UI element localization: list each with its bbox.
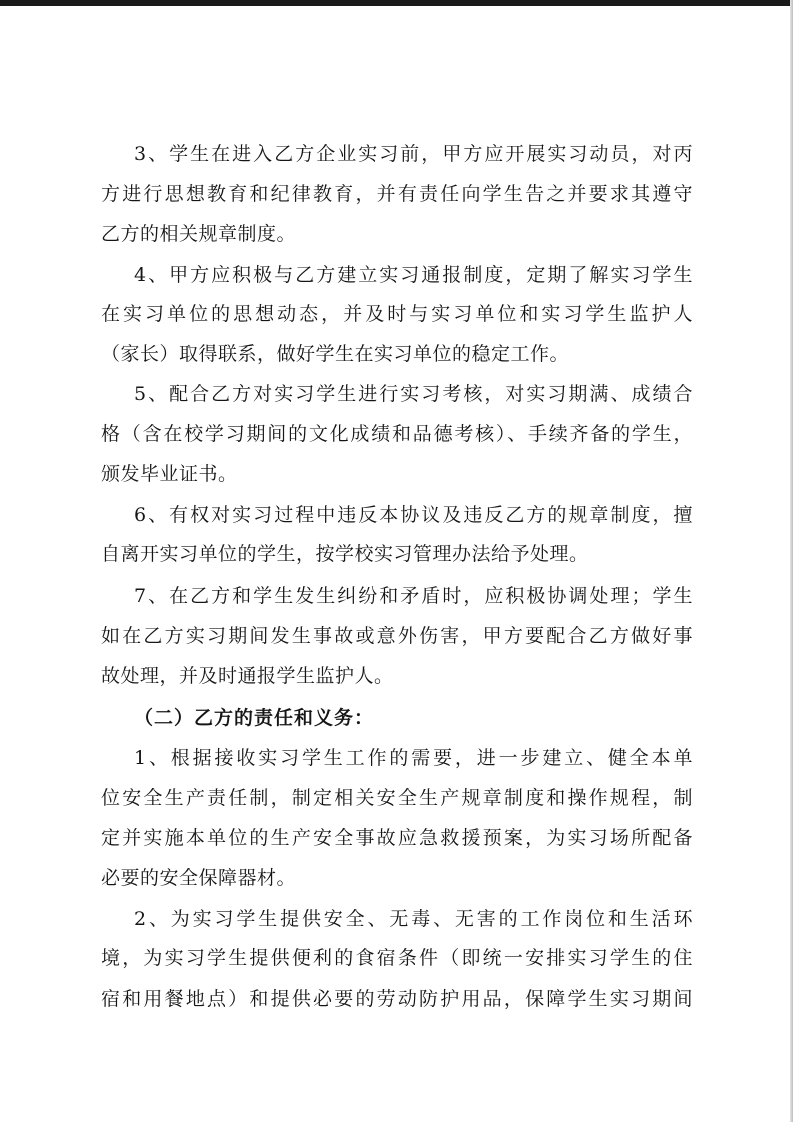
item-1-line-2: 位安全生产责任制，制定相关安全生产规章制度和操作规程，制 <box>101 787 693 809</box>
paragraph-5-line-2: 格（含在校学习期间的文化成绩和品德考核）、手续齐备的学生， <box>101 423 693 445</box>
paragraph-7-line-3: 故处理，并及时通报学生监护人。 <box>101 665 394 687</box>
item-2-line-2: 境，为实习学生提供便利的食宿条件（即统一安排实习学生的住 <box>101 947 693 969</box>
paragraph-3-line-3: 乙方的相关规章制度。 <box>101 223 297 245</box>
paragraph-7-line-2: 如在乙方实习期间发生事故或意外伤害，甲方要配合乙方做好事 <box>101 625 693 647</box>
paragraph-4-line-1: 4、甲方应积极与乙方建立实习通报制度，定期了解实习学生 <box>134 264 693 286</box>
paragraph-6-line-1: 6、有权对实习过程中违反本协议及违反乙方的规章制度，擅 <box>134 504 693 526</box>
paragraph-5-line-3: 颁发毕业证书。 <box>101 463 238 485</box>
paragraph-4-line-3: （家长）取得联系，做好学生在实习单位的稳定工作。 <box>101 343 570 365</box>
paragraph-6-line-2: 自离开实习单位的学生，按学校实习管理办法给予处理。 <box>101 543 589 565</box>
paragraph-5-line-1: 5、配合乙方对实习学生进行实习考核，对实习期满、成绩合 <box>134 383 693 405</box>
paragraph-7-line-1: 7、在乙方和学生发生纠纷和矛盾时，应积极协调处理；学生 <box>134 585 693 607</box>
item-2-line-1: 2、为实习学生提供安全、无毒、无害的工作岗位和生活环 <box>134 908 693 930</box>
paragraph-3-line-1: 3、学生在进入乙方企业实习前，甲方应开展实习动员，对丙 <box>134 143 693 165</box>
item-1-line-4: 必要的安全保障器材。 <box>101 867 297 889</box>
item-1-line-1: 1、根据接收实习学生工作的需要，进一步建立、健全本单 <box>134 747 693 769</box>
paragraph-4-line-2: 在实习单位的思想动态，并及时与实习单位和实习学生监护人 <box>101 303 693 325</box>
item-2-line-3: 宿和用餐地点）和提供必要的劳动防护用品，保障学生实习期间 <box>101 988 693 1010</box>
item-1-line-3: 定并实施本单位的生产安全事故应急救援预案，为实习场所配备 <box>101 827 693 849</box>
paragraph-3-line-2: 方进行思想教育和纪律教育，并有责任向学生告之并要求其遵守 <box>101 183 693 205</box>
section-heading: （二）乙方的责任和义务： <box>134 707 375 729</box>
